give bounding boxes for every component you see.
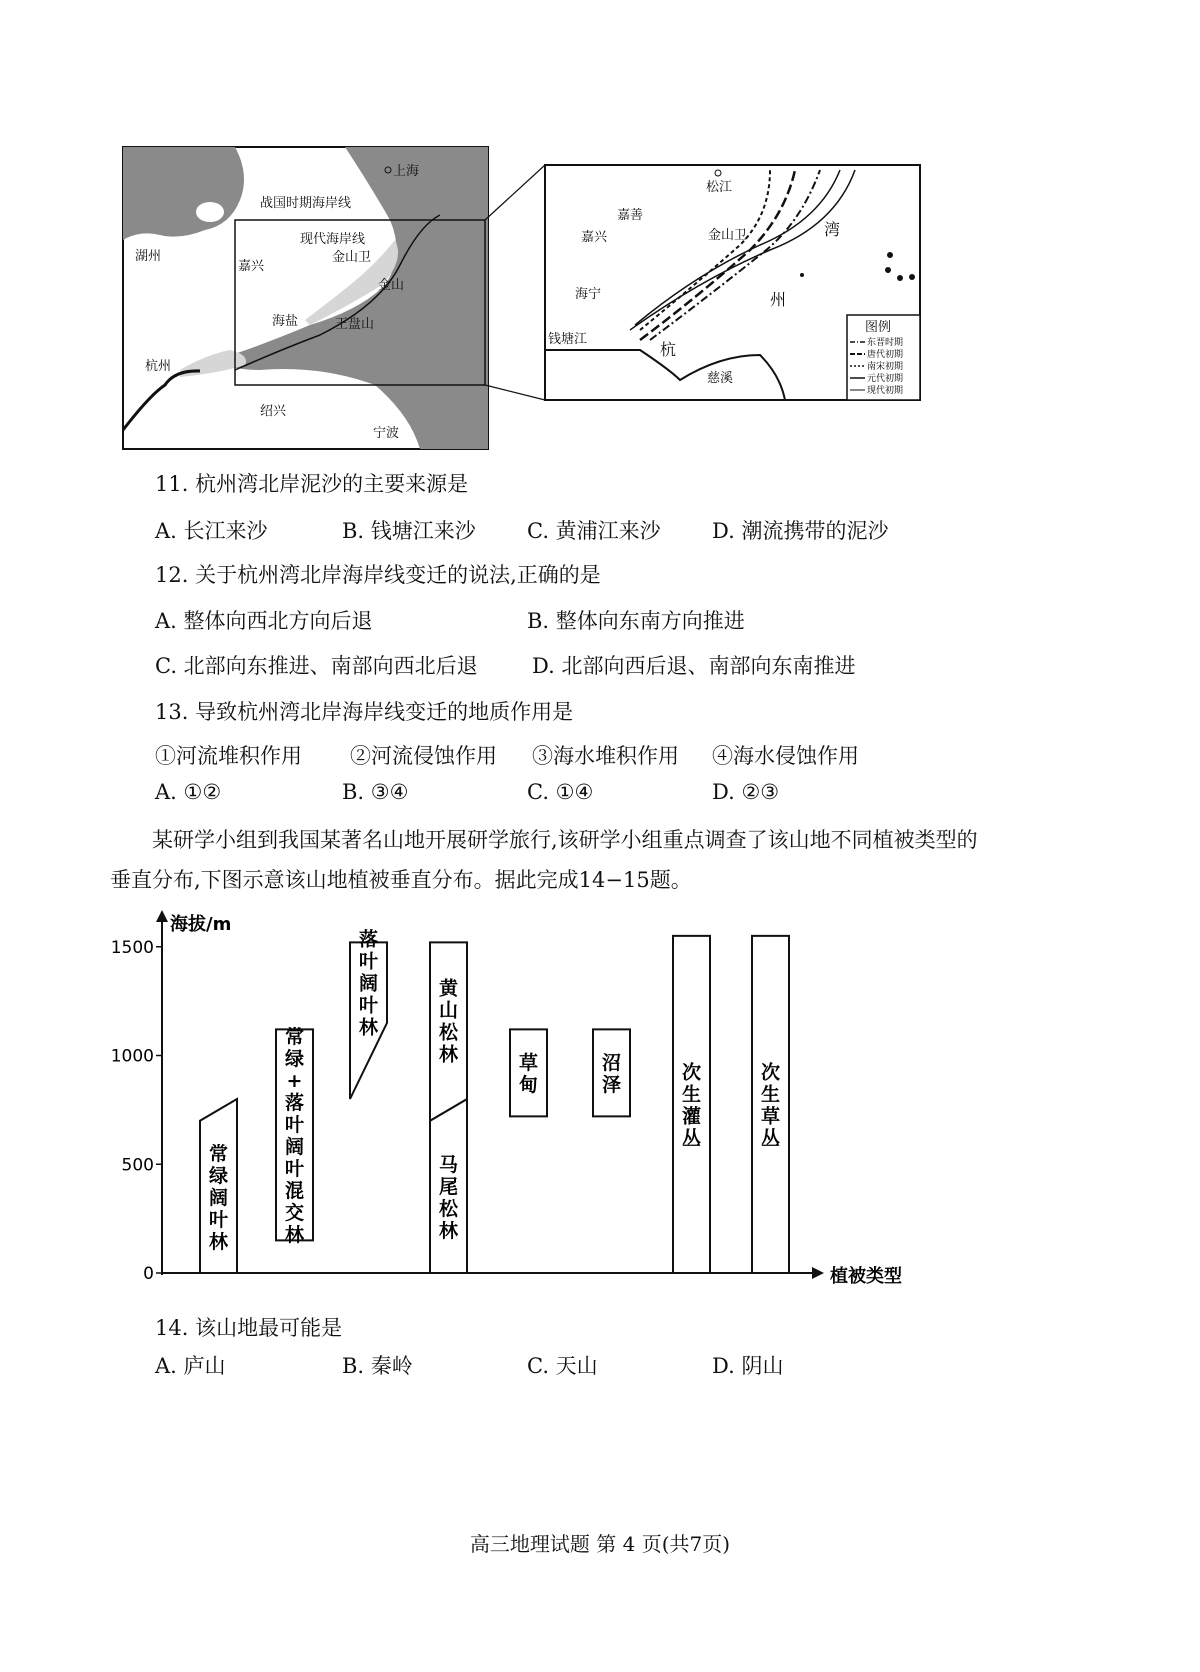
label-jiaxing: 嘉兴 bbox=[238, 259, 265, 274]
connector-bottom bbox=[485, 385, 545, 400]
label-ningbo: 宁波 bbox=[373, 426, 400, 441]
vegetation-chart bbox=[100, 910, 940, 1290]
label-jiashan-r: 嘉善 bbox=[617, 208, 644, 223]
vegetation-bar-label: 黄山松林 bbox=[438, 977, 459, 1066]
y-axis-arrow bbox=[156, 910, 168, 922]
label-jiaxing-r: 嘉兴 bbox=[581, 230, 608, 245]
legend-item-3: 元代初期 bbox=[867, 374, 904, 384]
q11-option-d: D. 潮流携带的泥沙 bbox=[712, 519, 889, 543]
x-axis-arrow bbox=[812, 1267, 824, 1279]
label-huzhou: 湖州 bbox=[135, 249, 162, 264]
q11-option-a: A. 长江来沙 bbox=[155, 519, 268, 543]
connector-top bbox=[485, 165, 545, 220]
q12-option-c: C. 北部向东推进、南部向西北后退 bbox=[155, 654, 478, 678]
q13-choice-3: ③海水堆积作用 bbox=[532, 744, 679, 768]
label-qiantangjiang-r: 钱塘江 bbox=[548, 332, 588, 347]
q13-choice-4: ④海水侵蚀作用 bbox=[712, 744, 859, 768]
hangzhou-bay-map bbox=[120, 145, 940, 455]
label-shaoxing: 绍兴 bbox=[260, 404, 287, 419]
label-cixi-r: 慈溪 bbox=[707, 371, 734, 386]
island-taihu bbox=[196, 202, 224, 222]
vegetation-bar-label: 常绿阔叶林 bbox=[208, 1142, 229, 1253]
label-jinshan: 金山 bbox=[378, 278, 405, 293]
q13-stem: 13. 导致杭州湾北岸海岸线变迁的地质作用是 bbox=[155, 700, 574, 724]
q11-option-c: C. 黄浦江来沙 bbox=[527, 519, 661, 543]
legend-item-4: 现代初期 bbox=[867, 386, 904, 396]
q13-option-a: A. ①② bbox=[155, 780, 222, 804]
legend-item-1: 唐代初期 bbox=[867, 350, 904, 360]
q13-option-c: C. ①④ bbox=[527, 780, 594, 804]
label-zhou-r: 州 bbox=[770, 290, 787, 309]
legend-title: 图例 bbox=[865, 320, 892, 335]
page-footer: 高三地理试题 第 4 页(共7页) bbox=[469, 1532, 731, 1556]
label-modern-coast: 现代海岸线 bbox=[300, 232, 366, 247]
label-zhanguo-coast: 战国时期海岸线 bbox=[260, 196, 352, 211]
label-wangpanshan: 王盘山 bbox=[335, 317, 375, 332]
vegetation-bar-label: 次生灌丛 bbox=[681, 1061, 702, 1150]
q12-stem: 12. 关于杭州湾北岸海岸线变迁的说法,正确的是 bbox=[155, 563, 601, 587]
q12-option-d: D. 北部向西后退、南部向东南推进 bbox=[532, 654, 856, 678]
q13-choice-1: ①河流堆积作用 bbox=[155, 744, 302, 768]
label-jinshanwei: 金山卫 bbox=[332, 250, 372, 265]
vegetation-bar-label: 常绿+落叶阔叶混交林 bbox=[284, 1025, 305, 1246]
x-axis-label: 植被类型 bbox=[830, 1266, 902, 1287]
vegetation-bar-label: 次生草丛 bbox=[760, 1061, 781, 1150]
q14-stem: 14. 该山地最可能是 bbox=[155, 1316, 343, 1340]
label-haiyan: 海盐 bbox=[272, 314, 299, 329]
q14-option-b: B. 秦岭 bbox=[342, 1354, 413, 1378]
label-hang-r: 杭 bbox=[660, 340, 677, 359]
label-shanghai: 上海 bbox=[393, 164, 420, 179]
label-jinshanwei-r: 金山卫 bbox=[708, 228, 748, 243]
vegetation-bar-label: 落叶阔叶林 bbox=[358, 928, 379, 1039]
q14-option-a: A. 庐山 bbox=[155, 1354, 226, 1378]
label-wan-r: 湾 bbox=[824, 220, 841, 239]
q12-option-a: A. 整体向西北方向后退 bbox=[155, 609, 373, 633]
y-tick-label: 1500 bbox=[110, 937, 154, 958]
q11-stem: 11. 杭州湾北岸泥沙的主要来源是 bbox=[155, 472, 469, 496]
y-tick-label: 1000 bbox=[110, 1046, 154, 1067]
vegetation-bar-label: 沼泽 bbox=[601, 1051, 622, 1096]
q13-choice-2: ②河流侵蚀作用 bbox=[350, 744, 497, 768]
q13-option-b: B. ③④ bbox=[342, 780, 409, 804]
legend-item-2: 南宋初期 bbox=[867, 362, 904, 372]
y-tick-label: 500 bbox=[121, 1155, 154, 1176]
legend-item-0: 东晋时期 bbox=[867, 338, 904, 348]
q13-option-d: D. ②③ bbox=[712, 780, 780, 804]
q14-option-c: C. 天山 bbox=[527, 1354, 598, 1378]
q12-option-b: B. 整体向东南方向推进 bbox=[527, 609, 745, 633]
vegetation-bar-label: 马尾松林 bbox=[438, 1153, 459, 1242]
y-axis-label: 海拔/m bbox=[170, 914, 232, 935]
vegetation-bar-label: 草甸 bbox=[518, 1051, 539, 1096]
label-hangzhou: 杭州 bbox=[145, 359, 172, 374]
label-songjiang-r: 松江 bbox=[706, 180, 733, 195]
label-haining-r: 海宁 bbox=[575, 287, 602, 302]
q14-option-d: D. 阴山 bbox=[712, 1354, 784, 1378]
y-tick-label: 0 bbox=[143, 1264, 154, 1284]
intro-paragraph: 某研学小组到我国某著名山地开展研学旅行,该研学小组重点调查了该山地不同植被类型的垂直分布,下图示意该山地植被垂直分布。据此完成14−15题。 bbox=[110, 828, 978, 892]
q11-option-b: B. 钱塘江来沙 bbox=[342, 519, 476, 543]
